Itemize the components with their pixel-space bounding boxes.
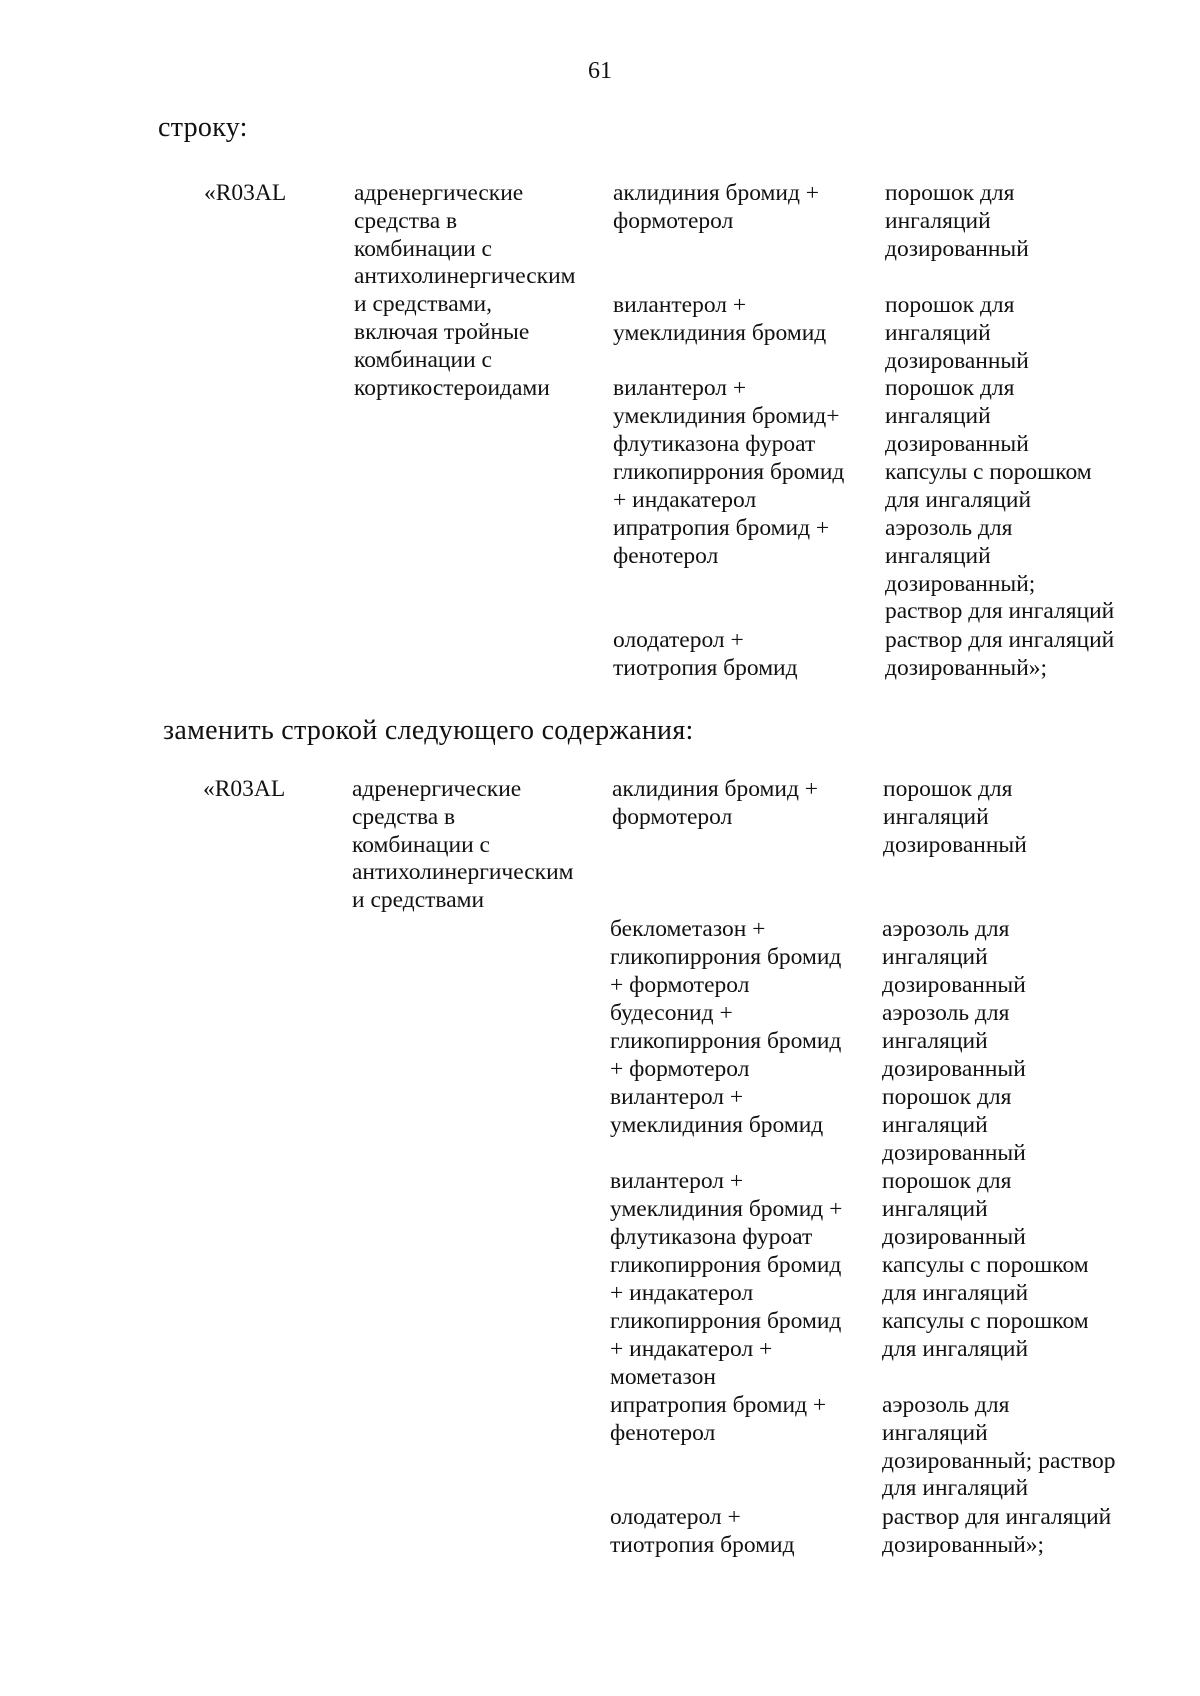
cell-line: дозированный»;	[885, 654, 1048, 681]
cell-line: тиотропия бромид	[610, 1531, 795, 1558]
cell-line: антихолинергическим	[354, 263, 576, 290]
new-drug-name	[610, 1504, 795, 1560]
new-row-group	[352, 776, 574, 915]
old-drug-name	[613, 292, 826, 348]
old-drug-form	[885, 180, 1029, 263]
cell-line: ингаляций	[882, 1027, 988, 1054]
new-row-intro: заменить строкой следующего содержания:	[163, 715, 694, 746]
cell-line: фенотерол	[613, 542, 719, 569]
cell-line: аклидиния бромид +	[613, 180, 820, 206]
old-drug-form	[885, 627, 1114, 683]
cell-line: умеклидиния бромид +	[610, 1195, 843, 1222]
cell-line: антихолинергическим	[352, 859, 574, 886]
cell-line: и средствами	[352, 887, 485, 914]
cell-line: дозированный	[885, 430, 1029, 457]
cell-line: ингаляций	[885, 542, 991, 569]
cell-line: аклидиния бромид +	[612, 776, 819, 802]
cell-line: комбинации с	[352, 831, 490, 858]
cell-line: формотерол	[613, 207, 734, 234]
cell-line: умеклидиния бромид	[610, 1111, 824, 1138]
cell-line: для ингаляций	[882, 1279, 1029, 1306]
cell-line: дозированный	[885, 235, 1029, 262]
cell-line: + формотерол	[610, 971, 750, 998]
cell-line: дозированный	[882, 971, 1026, 998]
new-drug-form	[882, 1392, 1116, 1503]
cell-line: порошок для	[882, 1168, 1012, 1194]
cell-line: аэрозоль для	[882, 1392, 1010, 1418]
cell-line: средства в	[352, 803, 456, 830]
cell-line: ипратропия бромид +	[613, 515, 830, 541]
old-row-group	[354, 180, 576, 402]
old-drug-form	[885, 292, 1029, 375]
page-number: 61	[588, 58, 612, 84]
cell-line: умеклидиния бромид+	[613, 402, 840, 429]
cell-line: ингаляций	[882, 943, 988, 970]
cell-line: гликопиррония бромид	[610, 943, 842, 970]
new-drug-form	[882, 1252, 1089, 1308]
cell-line: + формотерол	[610, 1055, 750, 1082]
cell-line: комбинации с	[354, 235, 492, 262]
cell-line: средства в	[354, 207, 458, 234]
cell-line: для ингаляций	[882, 1475, 1029, 1502]
cell-line: адренергические	[352, 776, 522, 802]
cell-line: тиотропия бромид	[613, 654, 798, 681]
cell-line: дозированный	[882, 1139, 1026, 1166]
cell-line: вилантерол +	[613, 292, 747, 318]
cell-line: гликопиррония бромид	[610, 1252, 842, 1278]
cell-line: и средствами,	[354, 291, 492, 318]
cell-line: вилантерол +	[610, 1084, 744, 1110]
cell-line: ингаляций	[885, 207, 991, 234]
cell-line: включая тройные	[354, 318, 530, 345]
cell-line: дозированный»;	[882, 1531, 1045, 1558]
new-drug-name	[610, 1168, 842, 1251]
cell-line: для ингаляций	[885, 486, 1032, 513]
cell-line: гликопиррония бромид	[610, 1027, 842, 1054]
new-drug-form	[882, 916, 1026, 999]
cell-line: ингаляций	[882, 1111, 988, 1138]
cell-line: адренергические	[354, 180, 524, 206]
cell-line: порошок для	[885, 292, 1015, 318]
cell-line: + индакатерол	[613, 486, 757, 513]
new-drug-form	[882, 1168, 1026, 1251]
cell-line: гликопиррония бромид	[610, 1308, 842, 1334]
cell-line: дозированный	[885, 347, 1029, 374]
old-drug-form	[885, 459, 1092, 515]
old-drug-name	[613, 515, 829, 571]
cell-line: аэрозоль для	[882, 916, 1010, 942]
old-drug-name	[613, 627, 798, 683]
new-drug-form	[883, 776, 1027, 859]
cell-line: гликопиррония бромид	[613, 459, 845, 485]
cell-line: комбинации с	[354, 346, 492, 373]
cell-line: вилантерол +	[610, 1168, 744, 1194]
cell-line: ипратропия бромид +	[610, 1392, 827, 1418]
cell-line: кортикостероидами	[354, 374, 550, 401]
new-drug-name	[610, 1308, 841, 1391]
old-drug-name	[613, 180, 819, 236]
cell-line: аэрозоль для	[885, 515, 1013, 541]
new-drug-name	[610, 1084, 823, 1140]
cell-line: капсулы с порошком	[885, 459, 1092, 485]
old-drug-form	[885, 515, 1114, 626]
new-drug-form	[882, 1000, 1026, 1083]
cell-line: олодатерол +	[613, 627, 744, 653]
cell-line: порошок для	[883, 776, 1013, 802]
cell-line: беклометазон +	[610, 916, 766, 942]
cell-line: дозированный	[882, 1223, 1026, 1250]
cell-line: олодатерол +	[610, 1504, 741, 1530]
new-drug-name	[612, 776, 818, 832]
new-drug-form	[882, 1504, 1111, 1560]
cell-line: раствор для ингаляций	[885, 627, 1115, 653]
cell-line: ингаляций	[885, 402, 991, 429]
cell-line: мометазон	[610, 1363, 716, 1390]
new-drug-form	[882, 1084, 1026, 1167]
old-row-code: «R03AL	[204, 180, 287, 206]
cell-line: капсулы с порошком	[882, 1252, 1089, 1278]
cell-line: ингаляций	[883, 803, 989, 830]
new-drug-name	[610, 916, 841, 999]
new-drug-form	[882, 1308, 1089, 1364]
cell-line: аэрозоль для	[882, 1000, 1010, 1026]
cell-line: флутиказона фуроат	[613, 430, 816, 457]
cell-line: ингаляций	[885, 319, 991, 346]
cell-line: будесонид +	[610, 1000, 733, 1026]
cell-line: капсулы с порошком	[882, 1308, 1089, 1334]
cell-line: порошок для	[885, 180, 1015, 206]
cell-line: флутиказона фуроат	[610, 1223, 813, 1250]
old-drug-form	[885, 375, 1029, 458]
cell-line: раствор для ингаляций	[882, 1504, 1112, 1530]
cell-line: формотерол	[612, 803, 733, 830]
cell-line: + индакатерол	[610, 1279, 754, 1306]
old-drug-name	[613, 459, 844, 515]
cell-line: вилантерол +	[613, 375, 747, 401]
new-drug-name	[610, 1392, 826, 1448]
cell-line: дозированный	[883, 831, 1027, 858]
new-drug-name	[610, 1252, 841, 1308]
cell-line: дозированный;	[885, 570, 1036, 597]
cell-line: порошок для	[885, 375, 1015, 401]
old-drug-name	[613, 375, 840, 458]
cell-line: раствор для ингаляций	[885, 598, 1115, 625]
cell-line: ингаляций	[882, 1419, 988, 1446]
cell-line: ингаляций	[882, 1195, 988, 1222]
cell-line: для ингаляций	[882, 1335, 1029, 1362]
new-drug-name	[610, 1000, 841, 1083]
cell-line: + индакатерол +	[610, 1335, 773, 1362]
old-row-intro: строку:	[158, 112, 248, 143]
cell-line: фенотерол	[610, 1419, 716, 1446]
cell-line: умеклидиния бромид	[613, 319, 827, 346]
cell-line: дозированный; раствор	[882, 1447, 1116, 1474]
cell-line: дозированный	[882, 1055, 1026, 1082]
new-row-code: «R03AL	[203, 776, 286, 802]
cell-line: порошок для	[882, 1084, 1012, 1110]
